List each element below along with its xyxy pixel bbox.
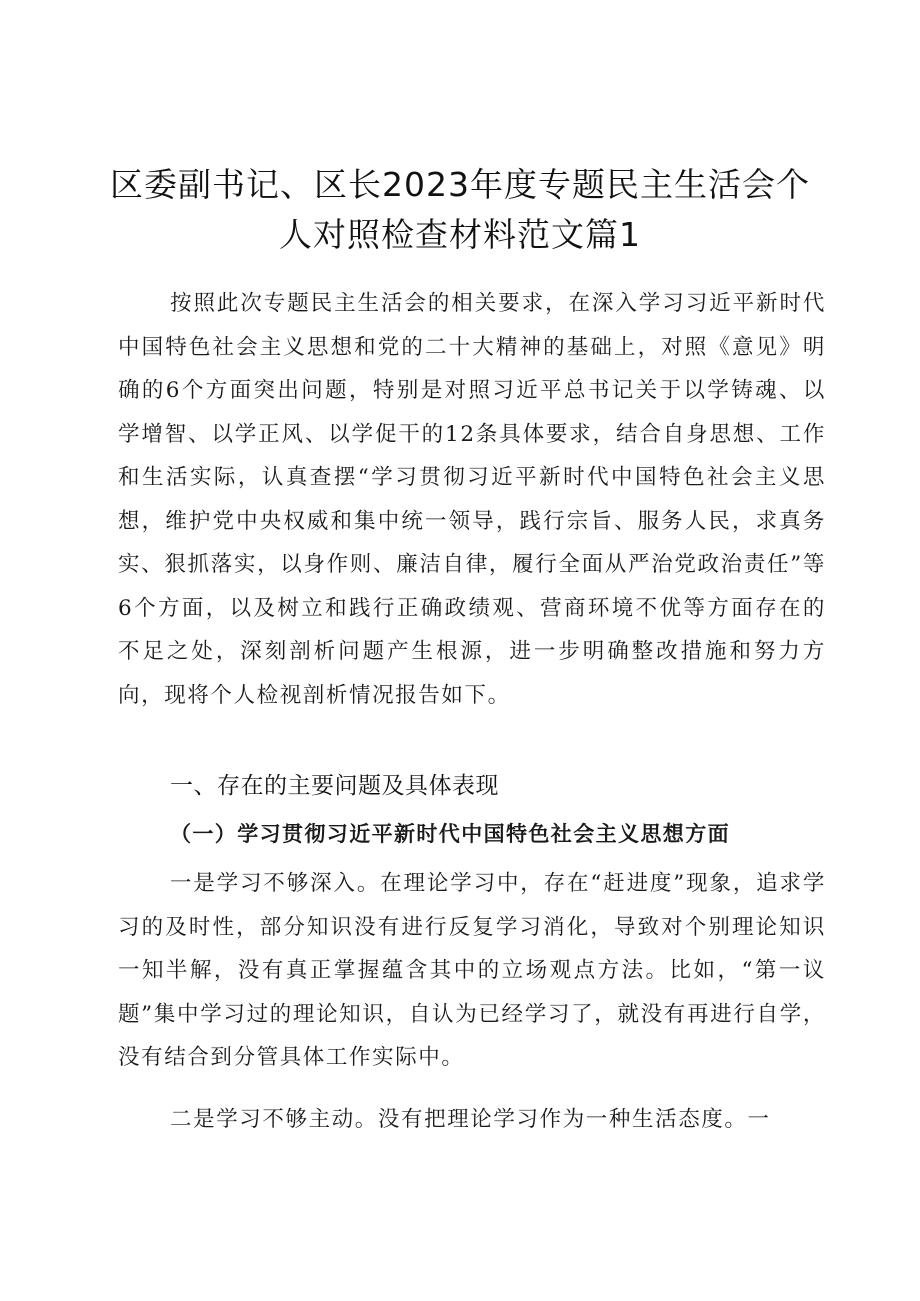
intro-paragraph: 按照此次专题民主生活会的相关要求，在深入学习习近平新时代中国特色社会主义思想和党的二十大精神的基础上，对照《意见》明确的6个方面突出问题，特别是对照习近平总书记关于以学铸魂、以学增智、以学正风、以学促干的12条具体要求，结合自身思想、工作和生活实际，认真查摆“学习贯彻习近平新时代中国特色社会主义思想，维护党中央权威和集中统一领导，践行宗旨、服务人民，求真务实、狠抓落实，以身作则、廉洁自律，履行全面从严治党政治责任”等6个方面，以及树立和践行正确政绩观、营商环境不优等方面存在的不足之处，深刻剖析问题产生根源，进一步明确整改措施和努力方向，现将个人检视剖析情况报告如下。 [118, 291, 826, 708]
paragraph-one: 一是学习不够深入。在理论学习中，存在“赶进度”现象，追求学习的及时性，部分知识没有进行反复学习消化，导致对个别理论知识一知半解，没有真正掌握蕴含其中的立场观点方法。比如，“第一议题”集中学习过的理论知识，自认为已经学习了，就没有再进行自学，没有结合到分管具体工作实际中。 [118, 871, 826, 1070]
subsection-heading: （一）学习贯彻习近平新时代中国特色社会主义思想方面 [170, 821, 730, 846]
paragraph-two: 二是学习不够主动。没有把理论学习作为一种生活态度。一 [170, 1107, 771, 1132]
title-line-2: 人对照检查材料范文篇1 [279, 215, 641, 254]
document-title [100, 160, 820, 260]
title-line-1: 区委副书记、区长2023年度专题民主生活会个 [110, 165, 810, 204]
section-heading: 一、存在的主要问题及具体表现 [170, 773, 499, 799]
